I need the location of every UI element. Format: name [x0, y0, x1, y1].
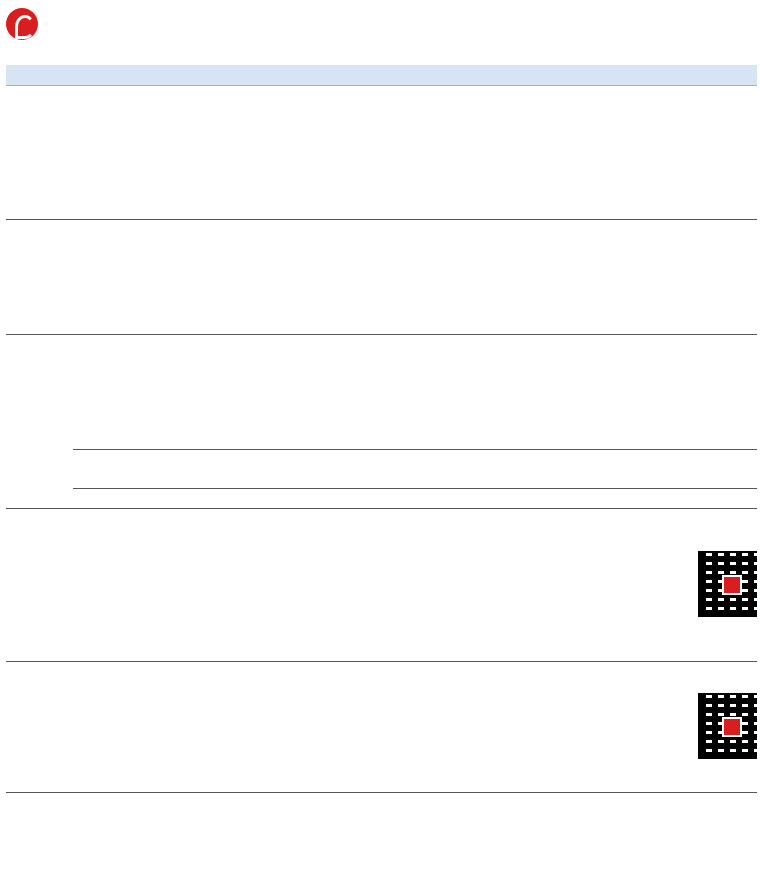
indicator-right — [412, 86, 636, 106]
category-cell — [6, 335, 73, 470]
summary-qr-cell — [696, 662, 757, 793]
indicator-right — [412, 162, 636, 181]
indicator-right — [412, 143, 636, 162]
table-row — [6, 335, 757, 355]
indicator-right — [412, 430, 636, 450]
value-right — [636, 335, 696, 355]
value-right — [636, 86, 696, 106]
indicator-right — [412, 411, 636, 430]
table-row — [6, 220, 757, 240]
value-left — [310, 86, 356, 106]
indicator-left — [73, 373, 310, 392]
header-latest-left — [310, 65, 356, 86]
table-row — [6, 296, 757, 315]
change-left — [356, 124, 412, 143]
indicator-left — [73, 335, 310, 355]
value-left — [310, 411, 356, 430]
value-left — [310, 239, 356, 258]
indicator-right — [412, 258, 636, 277]
change-left — [356, 315, 412, 335]
value-left — [310, 450, 356, 470]
change-right — [696, 239, 757, 258]
value-right — [636, 200, 696, 220]
value-right — [636, 181, 696, 200]
indicator-right — [412, 354, 636, 373]
change-left — [356, 143, 412, 162]
qr-code-icon — [698, 693, 757, 759]
table-header-row — [6, 65, 757, 86]
change-left — [356, 411, 412, 430]
change-right — [696, 258, 757, 277]
header-indicator-left — [73, 65, 310, 86]
value-right — [636, 277, 696, 296]
indicator-right — [412, 335, 636, 355]
table-row — [6, 489, 757, 509]
change-left — [356, 200, 412, 220]
change-left — [356, 239, 412, 258]
change-left — [356, 354, 412, 373]
value-left — [310, 489, 356, 509]
value-right — [636, 430, 696, 450]
value-right — [636, 489, 696, 509]
change-left — [356, 430, 412, 450]
value-right — [636, 143, 696, 162]
indicator-right — [412, 220, 636, 240]
value-left — [310, 430, 356, 450]
value-right — [636, 258, 696, 277]
indicator-right — [412, 181, 636, 200]
indicator-left — [73, 239, 310, 258]
industry-news-label — [6, 509, 73, 662]
indicator-right — [412, 450, 636, 470]
indicator-left — [73, 411, 310, 430]
value-right — [636, 450, 696, 470]
change-right — [696, 392, 757, 411]
indicator-right — [412, 239, 636, 258]
qr-code-icon — [698, 551, 757, 617]
value-right — [636, 411, 696, 430]
indicator-right — [412, 200, 636, 220]
logo-mark-icon — [6, 8, 38, 40]
industry-news-text — [73, 509, 696, 662]
value-left — [310, 124, 356, 143]
change-left — [356, 296, 412, 315]
change-left — [356, 277, 412, 296]
change-right — [696, 200, 757, 220]
value-right — [636, 239, 696, 258]
value-right — [636, 373, 696, 392]
change-right — [696, 181, 757, 200]
change-left — [356, 258, 412, 277]
indicator-left — [73, 143, 310, 162]
change-left — [356, 373, 412, 392]
summary-text — [73, 662, 696, 793]
indicator-left — [73, 430, 310, 450]
change-right — [696, 143, 757, 162]
value-right — [636, 354, 696, 373]
value-left — [310, 315, 356, 335]
news-qr-cell — [696, 509, 757, 662]
summary-row — [6, 662, 757, 793]
value-left — [310, 392, 356, 411]
table-row — [6, 258, 757, 277]
value-left — [310, 277, 356, 296]
value-right — [636, 315, 696, 335]
change-right — [696, 354, 757, 373]
value-left — [310, 220, 356, 240]
change-left — [356, 450, 412, 470]
value-left — [310, 354, 356, 373]
value-left — [310, 200, 356, 220]
indicator-left — [73, 220, 310, 240]
change-right — [696, 105, 757, 124]
value-left — [310, 373, 356, 392]
indicator-left — [73, 86, 310, 106]
change-left — [356, 489, 412, 509]
table-row — [6, 162, 757, 181]
value-left — [310, 105, 356, 124]
table-row — [6, 105, 757, 124]
tips-row — [6, 793, 757, 814]
header-indicator-right — [412, 65, 636, 86]
table-row — [6, 430, 757, 450]
change-right — [696, 335, 757, 355]
indicator-left — [73, 354, 310, 373]
tips-label — [6, 793, 73, 814]
tips-text — [73, 793, 757, 814]
change-right — [696, 86, 757, 106]
value-right — [636, 105, 696, 124]
table-row — [6, 239, 757, 258]
header-change-left — [356, 65, 412, 86]
table-row — [6, 469, 757, 489]
table-row — [6, 373, 757, 392]
change-right — [696, 373, 757, 392]
value-right — [636, 220, 696, 240]
value-right — [636, 469, 696, 489]
indicator-right — [412, 277, 636, 296]
table-row — [6, 277, 757, 296]
value-left — [310, 296, 356, 315]
indicator-left — [73, 258, 310, 277]
table-row — [6, 315, 757, 335]
industry-news-row — [6, 509, 757, 662]
change-left — [356, 220, 412, 240]
indicator-right — [412, 373, 636, 392]
change-right — [696, 411, 757, 430]
table-row — [6, 411, 757, 430]
value-right — [636, 296, 696, 315]
table-row — [6, 392, 757, 411]
change-right — [696, 124, 757, 143]
value-right — [636, 162, 696, 181]
indicator-left — [73, 105, 310, 124]
table-row — [6, 354, 757, 373]
indicator-right — [412, 124, 636, 143]
change-right — [696, 469, 757, 489]
indicator-left — [73, 469, 310, 489]
change-left — [356, 86, 412, 106]
indicator-right — [412, 489, 636, 509]
header-category — [6, 65, 73, 86]
indicator-left — [73, 392, 310, 411]
table-row — [6, 143, 757, 162]
table-row — [6, 86, 757, 106]
indicator-left — [73, 181, 310, 200]
indicator-left — [73, 296, 310, 315]
change-right — [696, 315, 757, 335]
value-left — [310, 162, 356, 181]
category-cell — [6, 220, 73, 335]
category-cell — [6, 469, 73, 509]
change-right — [696, 489, 757, 509]
indicator-right — [412, 469, 636, 489]
indicator-left — [73, 277, 310, 296]
company-logo — [6, 6, 146, 46]
indicator-left — [73, 315, 310, 335]
data-table — [6, 65, 757, 813]
indicator-left — [73, 124, 310, 143]
header-change-right — [696, 65, 757, 86]
indicator-right — [412, 296, 636, 315]
table-row — [6, 124, 757, 143]
change-left — [356, 162, 412, 181]
table-row — [6, 181, 757, 200]
change-left — [356, 105, 412, 124]
table-row — [6, 200, 757, 220]
summary-label — [6, 662, 73, 793]
change-left — [356, 335, 412, 355]
indicator-left — [73, 450, 310, 470]
change-right — [696, 220, 757, 240]
value-left — [310, 469, 356, 489]
value-right — [636, 392, 696, 411]
table-row — [6, 450, 757, 470]
value-left — [310, 143, 356, 162]
report-header — [0, 0, 760, 50]
indicator-left — [73, 200, 310, 220]
header-latest-right — [636, 65, 696, 86]
change-left — [356, 469, 412, 489]
change-right — [696, 450, 757, 470]
value-right — [636, 124, 696, 143]
indicator-left — [73, 162, 310, 181]
indicator-right — [412, 315, 636, 335]
change-right — [696, 162, 757, 181]
indicator-right — [412, 392, 636, 411]
value-left — [310, 258, 356, 277]
indicator-right — [412, 105, 636, 124]
change-left — [356, 392, 412, 411]
change-right — [696, 296, 757, 315]
category-cell — [6, 86, 73, 220]
value-left — [310, 335, 356, 355]
value-left — [310, 181, 356, 200]
indicator-left — [73, 489, 310, 509]
change-right — [696, 430, 757, 450]
change-right — [696, 277, 757, 296]
change-left — [356, 181, 412, 200]
